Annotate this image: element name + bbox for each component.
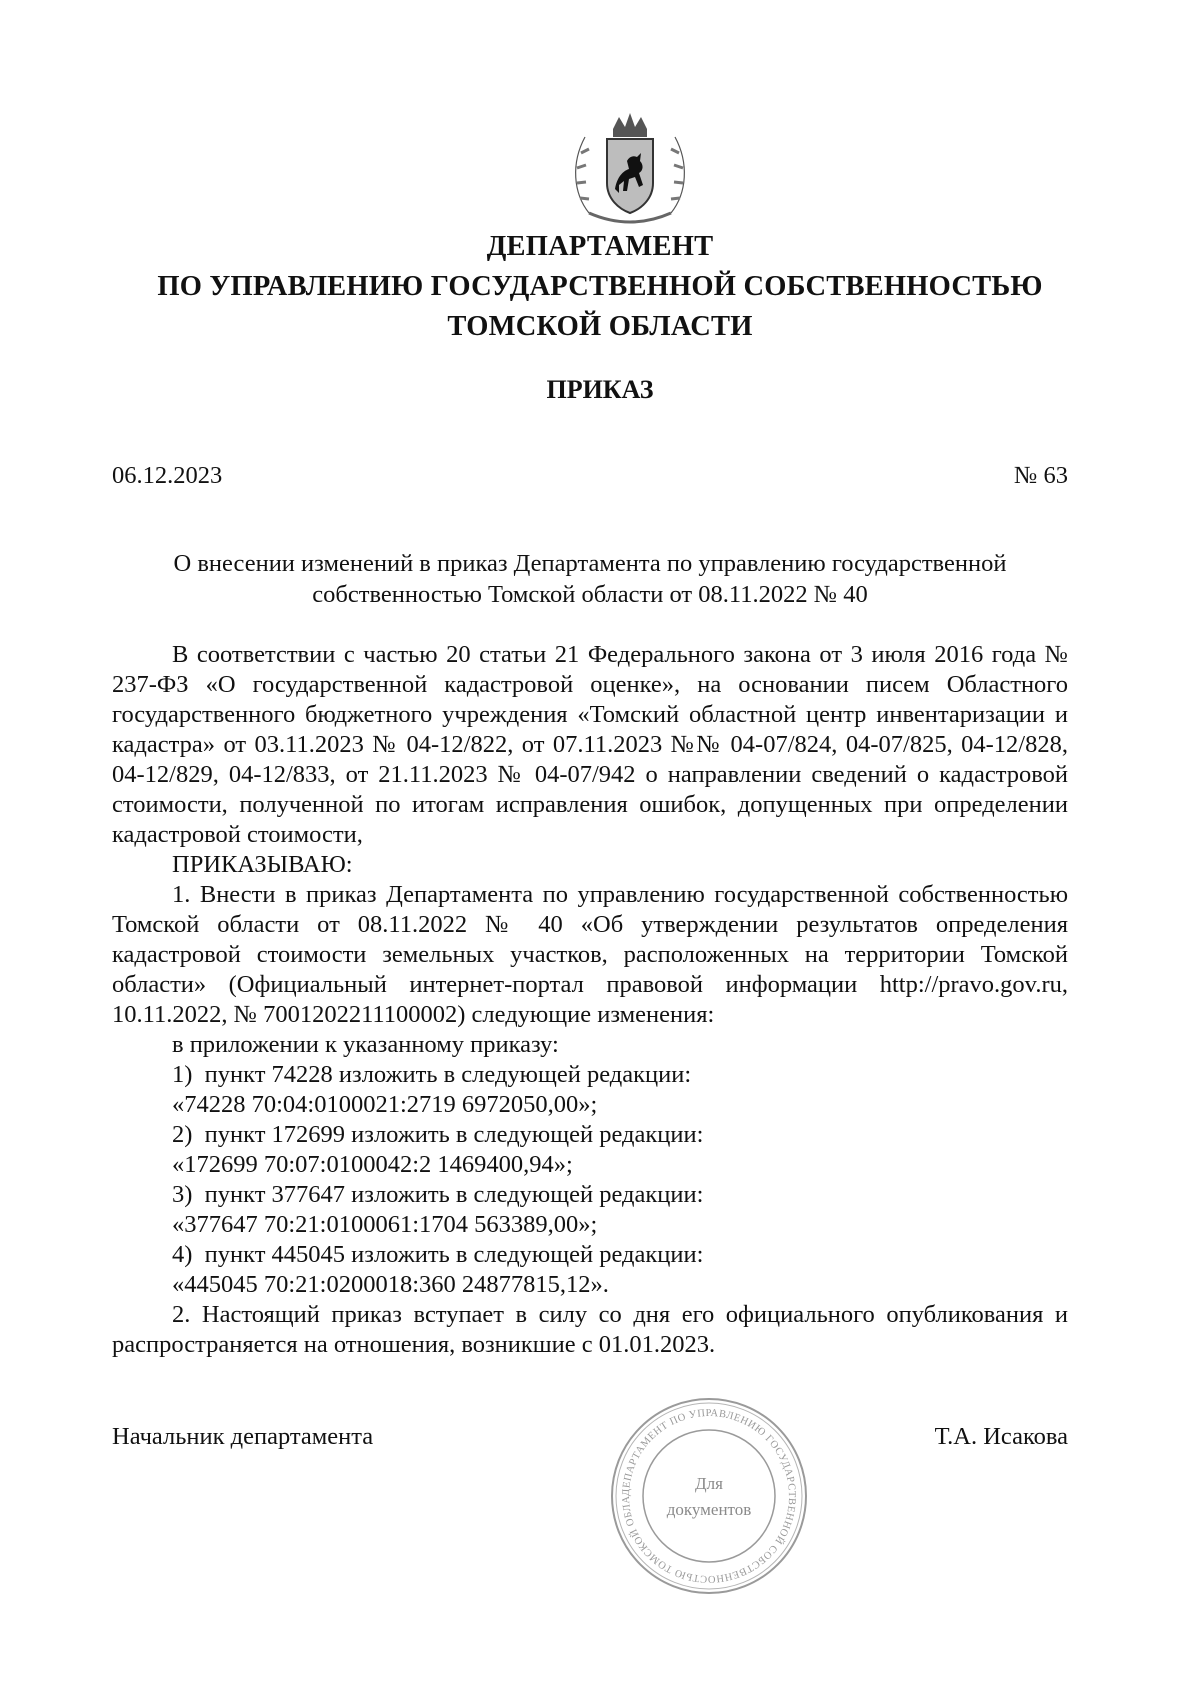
point-1-paragraph: 1. Внести в приказ Департамента по управлению государственной собственностью Томской области от 08.11.2022 № 40 «Об утверждении результатов определения кадастровой стоимости земельных участков, расположенных на территории Томской области» (Официальный интернет-портал правовой информации http://pravo.gov.ru, 10.11.2022, № 7001202211100002) следующие изменения: (112, 881, 1068, 1028)
signatory-name: Т.А. Исакова (934, 1423, 1068, 1450)
amendment-item: «377647 70:21:0100061:1704 563389,00»; (172, 1211, 598, 1238)
order-number: № 63 (1013, 462, 1068, 489)
amendment-item: «74228 70:04:0100021:2719 6972050,00»; (172, 1091, 598, 1118)
order-body (112, 640, 1068, 1360)
seal-center-line: документов (666, 1500, 752, 1519)
tomsk-oblast-coat-of-arms-icon (567, 113, 693, 231)
order-date: 06.12.2023 (112, 462, 223, 489)
amendment-item: 3) пункт 377647 изложить в следующей редакции: (172, 1181, 704, 1208)
official-seal (608, 1395, 810, 1597)
amendment-item: 4) пункт 445045 изложить в следующей редакции: (172, 1241, 704, 1268)
amendment-item: «172699 70:07:0100042:2 1469400,94»; (172, 1151, 573, 1178)
signatory-position: Начальник департамента (112, 1423, 374, 1450)
preamble-paragraph: В соответствии с частью 20 статьи 21 Федерального закона от 3 июля 2016 года № 237-ФЗ «О государственной кадастровой оценке», на основании писем Областного государственного бюджетного учреждения «Томский областной центр инвентаризации и кадастра» от 03.11.2023 № 04-12/822, от 07.11.2023 №№ 04-07/824, 04-07/825, 04-12/828, 04-12/829, 04-12/833, от 21.11.2023 № 04-07/942 о направлении сведений о кадастровой стоимости, полученной по итогам исправления ошибок, допущенных при определении кадастровой стоимости, (112, 641, 1068, 848)
seal-center-line: Для (695, 1474, 723, 1493)
header-line: ПО УПРАВЛЕНИЮ ГОСУДАРСТВЕННОЙ СОБСТВЕННОСТЬЮ (157, 271, 1043, 302)
amendment-item: 1) пункт 74228 изложить в следующей редакции: (172, 1061, 692, 1088)
amendment-item: «445045 70:21:0200018:360 24877815,12». (172, 1271, 609, 1298)
subject-line: собственностью Томской области от 08.11.2022 № 40 (312, 581, 868, 608)
amendment-item: 2) пункт 172699 изложить в следующей редакции: (172, 1121, 704, 1148)
order-title: ПРИКАЗ (546, 375, 654, 404)
seal-ring-text: ДЕПАРТАМЕНТ ПО УПРАВЛЕНИЮ ГОСУДАРСТВЕННОЙ СОБСТВЕННОСТЬЮ ТОМСКОЙ ОБЛА (620, 1407, 798, 1585)
header-line: ДЕПАРТАМЕНТ (486, 231, 714, 262)
appendix-intro: в приложении к указанному приказу: (172, 1031, 559, 1058)
header-line: ТОМСКОЙ ОБЛАСТИ (447, 311, 753, 342)
order-subject (112, 548, 1068, 610)
department-header (0, 227, 1200, 347)
official-seal-icon (608, 1395, 810, 1597)
point-2-paragraph: 2. Настоящий приказ вступает в силу со дня его официального опубликования и распространяется на отношения, возникшие с 01.01.2023. (112, 1301, 1068, 1358)
order-word: ПРИКАЗЫВАЮ: (172, 851, 353, 878)
subject-line: О внесении изменений в приказ Департамента по управлению государственной (173, 550, 1007, 577)
coat-of-arms-emblem (567, 113, 693, 231)
